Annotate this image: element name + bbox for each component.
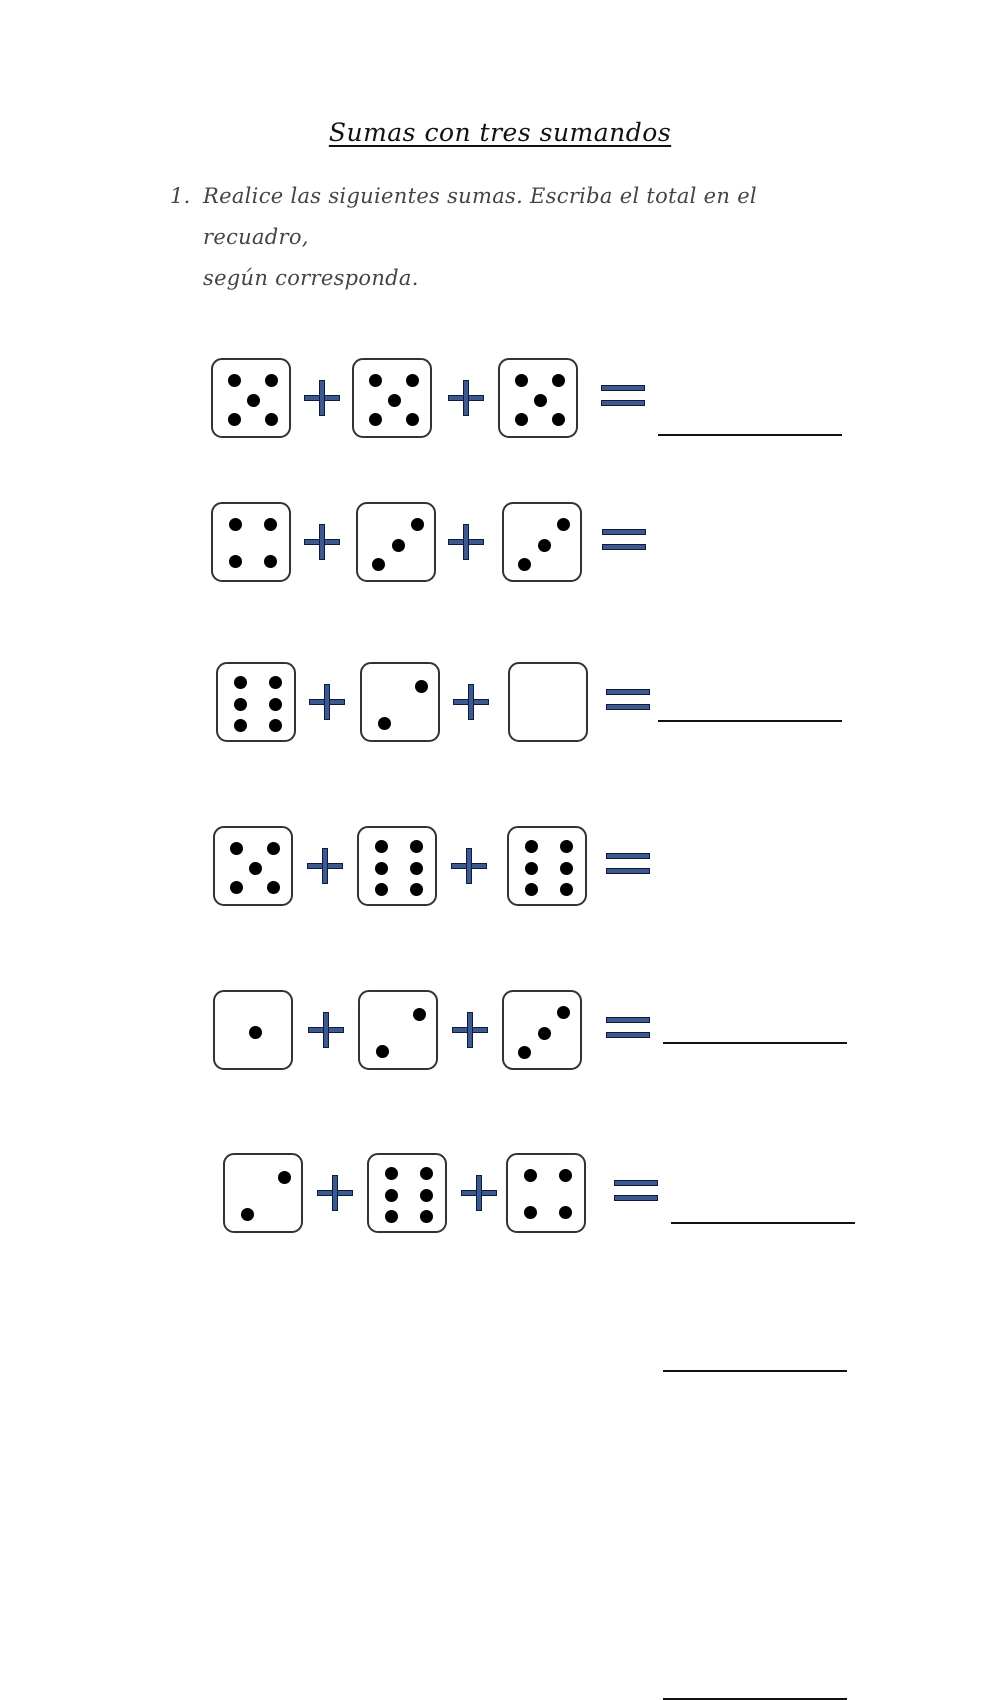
die-pip [369,413,382,426]
die-pip [264,518,277,531]
die-pip [278,1171,291,1184]
answer-blank-line[interactable] [671,1222,855,1224]
die-pip [560,862,573,875]
die-pip [234,698,247,711]
instruction-number: 1. [170,184,191,208]
plus-sign-icon [461,1175,497,1211]
die-face-icon [213,990,293,1070]
die-pip [557,1006,570,1019]
instruction-text [170,176,850,299]
die-pip [385,1210,398,1223]
die-face-icon [508,662,588,742]
exercise-row [0,990,1000,1080]
die-face-icon [502,990,582,1070]
die-pip [406,374,419,387]
die-pip [411,518,424,531]
die-pip [385,1167,398,1180]
die-pip [413,1008,426,1021]
die-pip [525,862,538,875]
die-pip [410,840,423,853]
die-pip [515,374,528,387]
plus-sign-icon [304,380,340,416]
die-pip [538,539,551,552]
die-pip [375,862,388,875]
die-pip [269,719,282,732]
equals-sign-icon [606,853,650,877]
die-pip [534,394,547,407]
plus-sign-icon [317,1175,353,1211]
die-pip [269,676,282,689]
equals-sign-icon [606,689,650,713]
die-pip [518,1046,531,1059]
die-pip [560,840,573,853]
die-pip [376,1045,389,1058]
plus-sign-icon [309,684,345,720]
die-pip [420,1189,433,1202]
die-pip [559,1169,572,1182]
die-pip [372,558,385,571]
die-pip [229,518,242,531]
die-pip [552,413,565,426]
die-pip [560,883,573,896]
instruction-line-1: Realice las siguientes sumas. Escriba el total en el recuadro, [203,184,757,249]
die-pip [228,374,241,387]
answer-blank-line[interactable] [658,434,842,436]
plus-sign-icon [304,524,340,560]
die-pip [420,1167,433,1180]
die-face-icon [223,1153,303,1233]
die-face-icon [507,826,587,906]
equals-sign-icon [614,1180,658,1204]
die-pip [234,719,247,732]
die-pip [406,413,419,426]
equals-sign-icon [606,1017,650,1041]
die-pip [267,881,280,894]
instruction-line-2: según corresponda. [203,266,419,290]
die-pip [228,413,241,426]
exercise-row [0,358,1000,448]
die-face-icon [211,502,291,582]
die-pip [369,374,382,387]
die-face-icon [356,502,436,582]
die-pip [410,883,423,896]
die-pip [265,413,278,426]
die-face-icon [211,358,291,438]
plus-sign-icon [451,848,487,884]
die-pip [249,862,262,875]
die-pip [388,394,401,407]
die-pip [392,539,405,552]
die-face-icon [367,1153,447,1233]
die-pip [267,842,280,855]
die-pip [241,1208,254,1221]
die-pip [378,717,391,730]
exercise-row [0,662,1000,752]
die-pip [385,1189,398,1202]
plus-sign-icon [308,1012,344,1048]
die-pip [234,676,247,689]
plus-sign-icon [448,524,484,560]
die-pip [269,698,282,711]
die-pip [524,1169,537,1182]
die-face-icon [213,826,293,906]
equals-sign-icon [601,385,645,409]
die-pip [375,883,388,896]
die-pip [264,555,277,568]
die-pip [518,558,531,571]
plus-sign-icon [453,684,489,720]
plus-sign-icon [307,848,343,884]
die-pip [525,840,538,853]
die-pip [265,374,278,387]
die-pip [410,862,423,875]
die-face-icon [216,662,296,742]
equals-sign-icon [602,529,646,553]
die-pip [230,881,243,894]
die-face-icon [498,358,578,438]
die-face-icon [358,990,438,1070]
plus-sign-icon [448,380,484,416]
die-pip [420,1210,433,1223]
die-pip [524,1206,537,1219]
die-pip [552,374,565,387]
worksheet-title: Sumas con tres sumandos [328,118,672,147]
die-face-icon [360,662,440,742]
die-pip [538,1027,551,1040]
die-pip [247,394,260,407]
die-pip [559,1206,572,1219]
die-face-icon [352,358,432,438]
die-pip [557,518,570,531]
die-face-icon [502,502,582,582]
die-pip [230,842,243,855]
die-face-icon [357,826,437,906]
die-pip [249,1026,262,1039]
die-pip [375,840,388,853]
exercise-row [0,826,1000,916]
die-pip [515,413,528,426]
exercise-row [0,1153,1000,1243]
die-face-icon [506,1153,586,1233]
answer-blank-line[interactable] [663,1370,847,1372]
die-pip [229,555,242,568]
die-pip [415,680,428,693]
exercise-row [0,502,1000,592]
plus-sign-icon [452,1012,488,1048]
die-pip [525,883,538,896]
